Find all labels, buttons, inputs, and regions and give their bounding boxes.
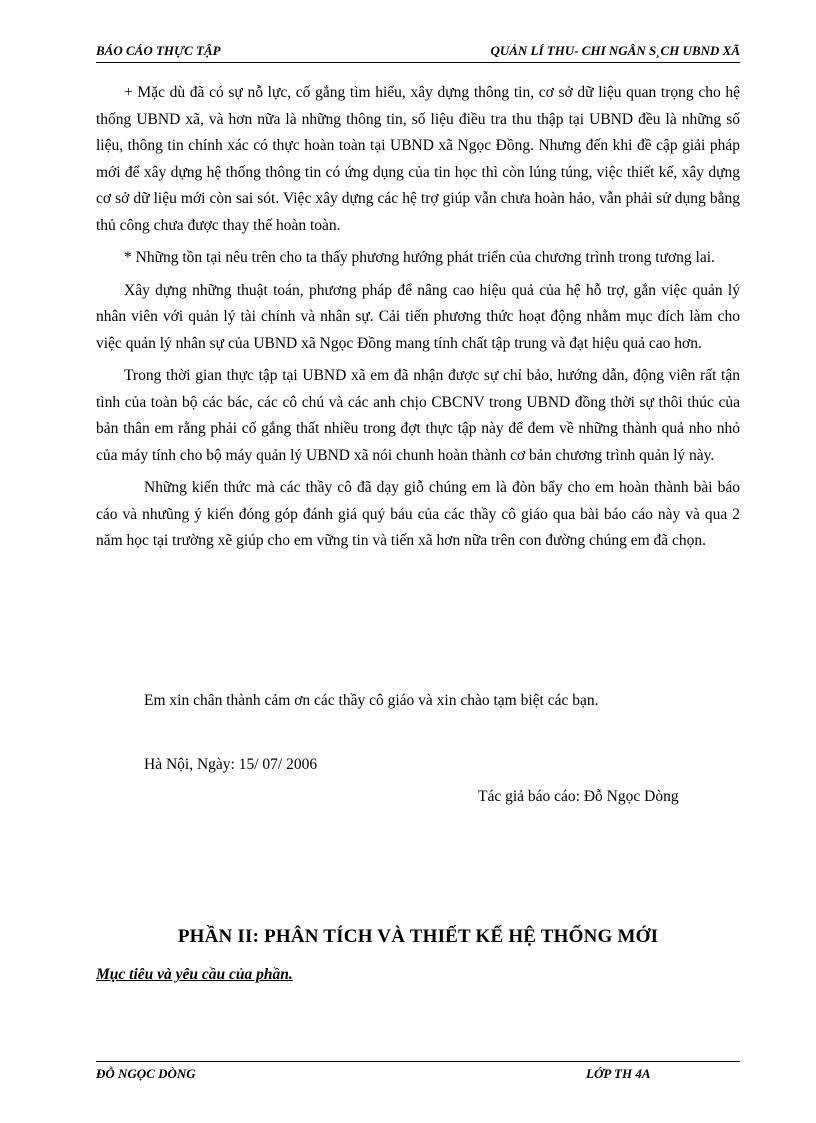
author-signature: Tác giả báo cáo: Đỗ Ngọc Dòng xyxy=(478,788,679,805)
page-header xyxy=(96,40,740,63)
thanks-line: Em xin chân thành cảm ơn các thầy cô giáo và xin chào tạm biệt các bạn. xyxy=(144,692,599,709)
paragraph-internship: Trong thời gian thực tập tại UBND xã em đã nhận được sự chỉ bảo, hướng dẫn, động viên rất tận tình của toàn bộ các bác, các cô chú và các anh chịo CBCNV trong UBND đồng thời sự thôi thúc của bản thân em rằng phải cố gắng thất nhiều trong đợt thực tập này để đem về những thành quả nho nhỏ của máy tính cho bộ máy quản lý UBND xã nói chunh hoàn thành cơ bản chương trình quản lý này. xyxy=(96,367,740,464)
footer-author: ĐỖ NGỌC DÒNG xyxy=(96,1066,196,1081)
body-text xyxy=(96,80,740,561)
paragraph-limitations: + Mặc dù đã có sự nỗ lực, cố gắng tìm hiểu, xây dựng thông tin, cơ sở dữ liệu quan trọng cho hệ thống UBND xã, và hơn nữa là những thông tin, số liệu điều tra thu thập tại UBND đều là những số liệu, thông tin chính xác có thực hoàn toàn tại UBND xã Ngọc Đồng. Nhưng đến khi đề cập giải pháp mới để xây dựng hệ thống thông tin có ứng dụng của tin học thì còn lúng túng, việc thiết kế, xây dựng cơ sở dữ liệu mới còn sai sót. Việc xây dựng các hệ trợ giúp vẫn chưa hoàn hảo, vẫn phải sử dụng bằng thủ công chưa được thay thế hoàn toàn. xyxy=(96,84,740,234)
header-report-title: BÁO CÁO THỰC TẬP xyxy=(96,43,221,58)
paragraph-knowledge: Những kiến thức mà các thầy cô đã dạy giỗ chúng em là đòn bẩy cho em hoàn thành bài báo cáo và nhưũng ý kiến đóng góp đánh giá quý báu của các thầy cô giáo qua bài báo cáo này và qua 2 năm học tại trường xẽ giúp cho em vững tin và tiến xã hơn nữa trên con đường chúng em đã chọn. xyxy=(96,479,740,549)
paragraph-future-direction: * Những tồn tại nêu trên cho ta thấy phương hướng phát triển của chương trình trong tương lai. xyxy=(124,249,715,266)
date-line: Hà Nội, Ngày: 15/ 07/ 2006 xyxy=(144,756,318,773)
paragraph-improvements: Xây dựng những thuật toán, phương pháp để nâng cao hiệu quả của hệ hỗ trợ, gắn việc quản lý nhân viên với quản lý tài chính và nhân sự. Cải tiến phương thức hoạt động nhằm mục đích làm cho việc quản lý nhân sự của UBND xã Ngọc Đồng mang tính chất tập trung và đạt hiệu quả cao hơn. xyxy=(96,281,740,352)
section-subheading: Mục tiêu và yêu cầu của phần. xyxy=(96,966,293,983)
footer-class: LỚP TH 4A xyxy=(586,1066,651,1081)
header-topic-title: QUẢN LÍ THU- CHI NGÂN S¸CH UBND XÃ xyxy=(490,43,740,58)
footer-divider xyxy=(96,1061,740,1062)
section-title: PHẦN II: PHÂN TÍCH VÀ THIẾT KẾ HỆ THỐNG MỚI xyxy=(177,926,659,947)
